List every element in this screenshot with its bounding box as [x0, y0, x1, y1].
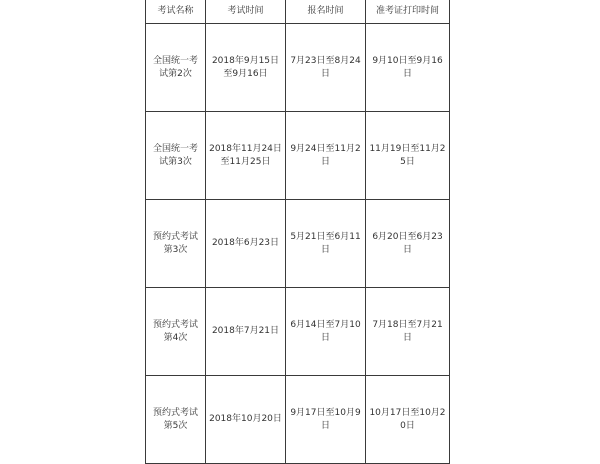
- table-row: [146, 112, 450, 200]
- cell-exam-time: 2018年10月20日: [206, 376, 286, 464]
- cell-admission-print-time: 9月10日至9月16日: [366, 24, 450, 112]
- cell-registration-time: 9月17日至10月9日: [286, 376, 366, 464]
- cell-admission-print-time: 11月19日至11月25日: [366, 112, 450, 200]
- cell-exam-name: 预约式考试第4次: [146, 288, 206, 376]
- cell-registration-time: 9月24日至11月2日: [286, 112, 366, 200]
- table-row: [146, 200, 450, 288]
- header-admission-print-time: 准考证打印时间: [366, 0, 450, 24]
- header-registration-time: 报名时间: [286, 0, 366, 24]
- cell-admission-print-time: 10月17日至10月20日: [366, 376, 450, 464]
- header-exam-name: 考试名称: [146, 0, 206, 24]
- cell-exam-name: 全国统一考试第2次: [146, 24, 206, 112]
- cell-admission-print-time: 6月20日至6月23日: [366, 200, 450, 288]
- cell-exam-name: 预约式考试第5次: [146, 376, 206, 464]
- cell-registration-time: 5月21日至6月11日: [286, 200, 366, 288]
- table-row: [146, 376, 450, 464]
- cell-exam-name: 全国统一考试第3次: [146, 112, 206, 200]
- cell-registration-time: 7月23日至8月24日: [286, 24, 366, 112]
- cell-exam-time: 2018年6月23日: [206, 200, 286, 288]
- cell-registration-time: 6月14日至7月10日: [286, 288, 366, 376]
- cell-exam-time: 2018年11月24日至11月25日: [206, 112, 286, 200]
- cell-admission-print-time: 7月18日至7月21日: [366, 288, 450, 376]
- cell-exam-time: 2018年9月15日至9月16日: [206, 24, 286, 112]
- cell-exam-name: 预约式考试第3次: [146, 200, 206, 288]
- table-row: [146, 288, 450, 376]
- table-header-row: [146, 0, 450, 24]
- cell-exam-time: 2018年7月21日: [206, 288, 286, 376]
- header-exam-time: 考试时间: [206, 0, 286, 24]
- exam-schedule-table: [145, 0, 450, 464]
- table-row: [146, 24, 450, 112]
